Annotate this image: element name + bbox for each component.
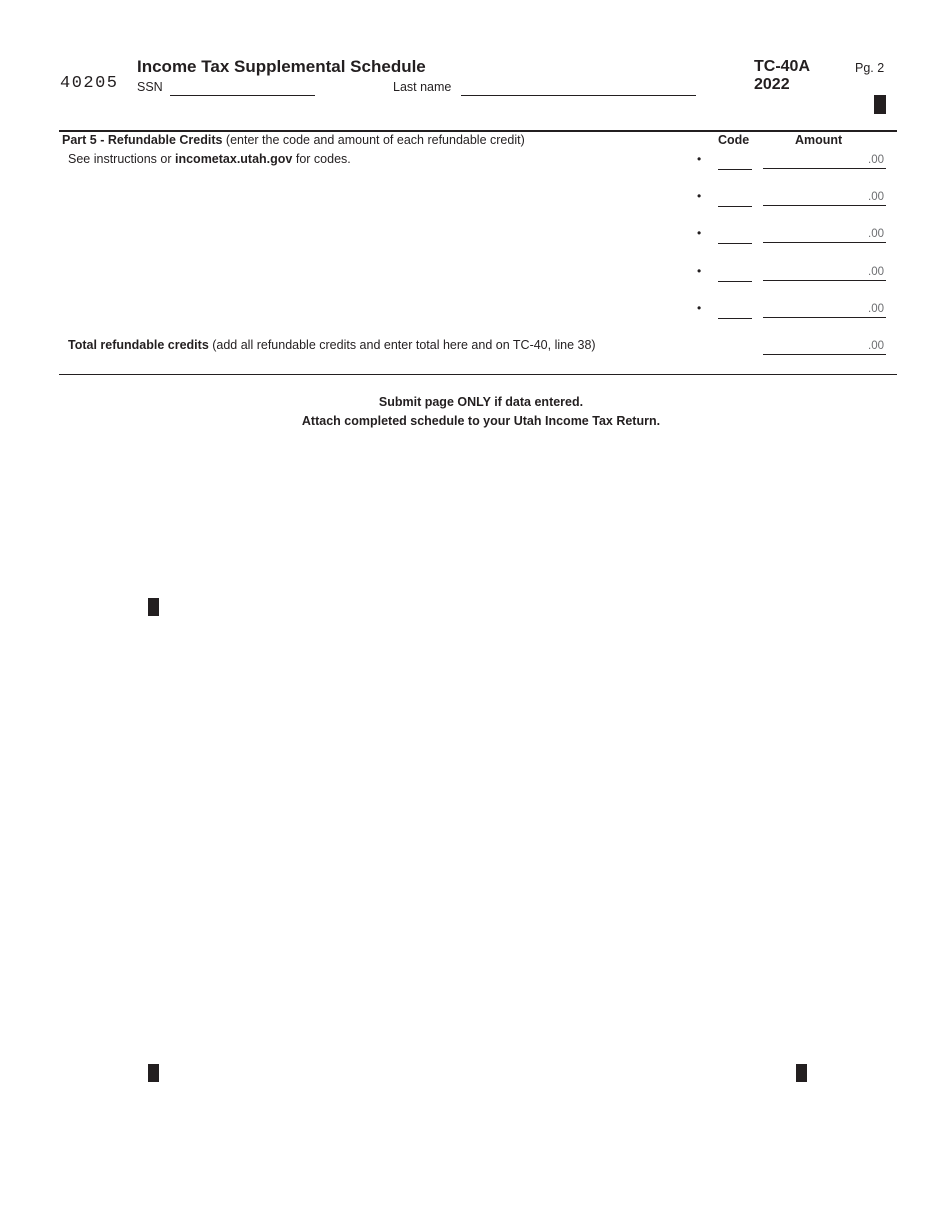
- part5-heading: [62, 133, 525, 147]
- form-id: TC-40A: [754, 58, 811, 75]
- credit-code-field-4[interactable]: [718, 265, 752, 282]
- credit-code-field-1[interactable]: [718, 153, 752, 170]
- total-label-desc: (add all refundable credits and enter total here and on TC-40, line 38): [208, 338, 596, 352]
- form-number: 40205: [60, 74, 119, 93]
- form-year: 2022: [754, 76, 790, 93]
- registration-mark-top-right: [874, 95, 886, 114]
- credit-code-field-2[interactable]: [718, 190, 752, 207]
- section-top-rule: [59, 130, 897, 132]
- credit-amount-field-3[interactable]: .00: [763, 227, 886, 243]
- registration-mark-middle-left: [148, 598, 159, 616]
- row-2-bullet: •: [697, 189, 702, 203]
- last-name-field[interactable]: [461, 81, 696, 96]
- ssn-label: SSN: [137, 80, 163, 94]
- code-column-header: Code: [718, 133, 750, 147]
- credit-amount-field-5[interactable]: .00: [763, 302, 886, 318]
- row-4-bullet: •: [697, 264, 702, 278]
- submit-note: Submit page ONLY if data entered.: [378, 395, 584, 409]
- attach-note: Attach completed schedule to your Utah Income Tax Return.: [301, 414, 661, 428]
- row-3-bullet: •: [697, 226, 702, 240]
- credit-amount-field-1[interactable]: .00: [763, 153, 886, 169]
- total-label-title: Total refundable credits: [68, 338, 209, 352]
- credit-amount-field-4[interactable]: .00: [763, 265, 886, 281]
- credit-code-field-3[interactable]: [718, 227, 752, 244]
- credit-code-field-5[interactable]: [718, 302, 752, 319]
- row-1-bullet: •: [697, 152, 702, 166]
- instructions-suffix: for codes.: [292, 152, 351, 166]
- last-name-label: Last name: [393, 80, 452, 94]
- form-title: Income Tax Supplemental Schedule: [137, 57, 426, 76]
- row-5-bullet: •: [697, 301, 702, 315]
- registration-mark-bottom-right: [796, 1064, 807, 1082]
- section-bottom-rule: [59, 374, 897, 375]
- credit-amount-field-2[interactable]: .00: [763, 190, 886, 206]
- part5-heading-title: Part 5 - Refundable Credits: [62, 133, 223, 147]
- part5-instructions: [68, 152, 351, 166]
- registration-mark-bottom-left: [148, 1064, 159, 1082]
- instructions-website: incometax.utah.gov: [175, 152, 293, 166]
- total-refundable-credits-label: [68, 338, 596, 352]
- amount-column-header: Amount: [795, 133, 843, 147]
- part5-heading-desc: (enter the code and amount of each refundable credit): [222, 133, 525, 147]
- ssn-field[interactable]: [170, 81, 315, 96]
- total-amount-field[interactable]: .00: [763, 339, 886, 355]
- instructions-prefix: See instructions or: [68, 152, 175, 166]
- page-number: Pg. 2: [855, 61, 885, 75]
